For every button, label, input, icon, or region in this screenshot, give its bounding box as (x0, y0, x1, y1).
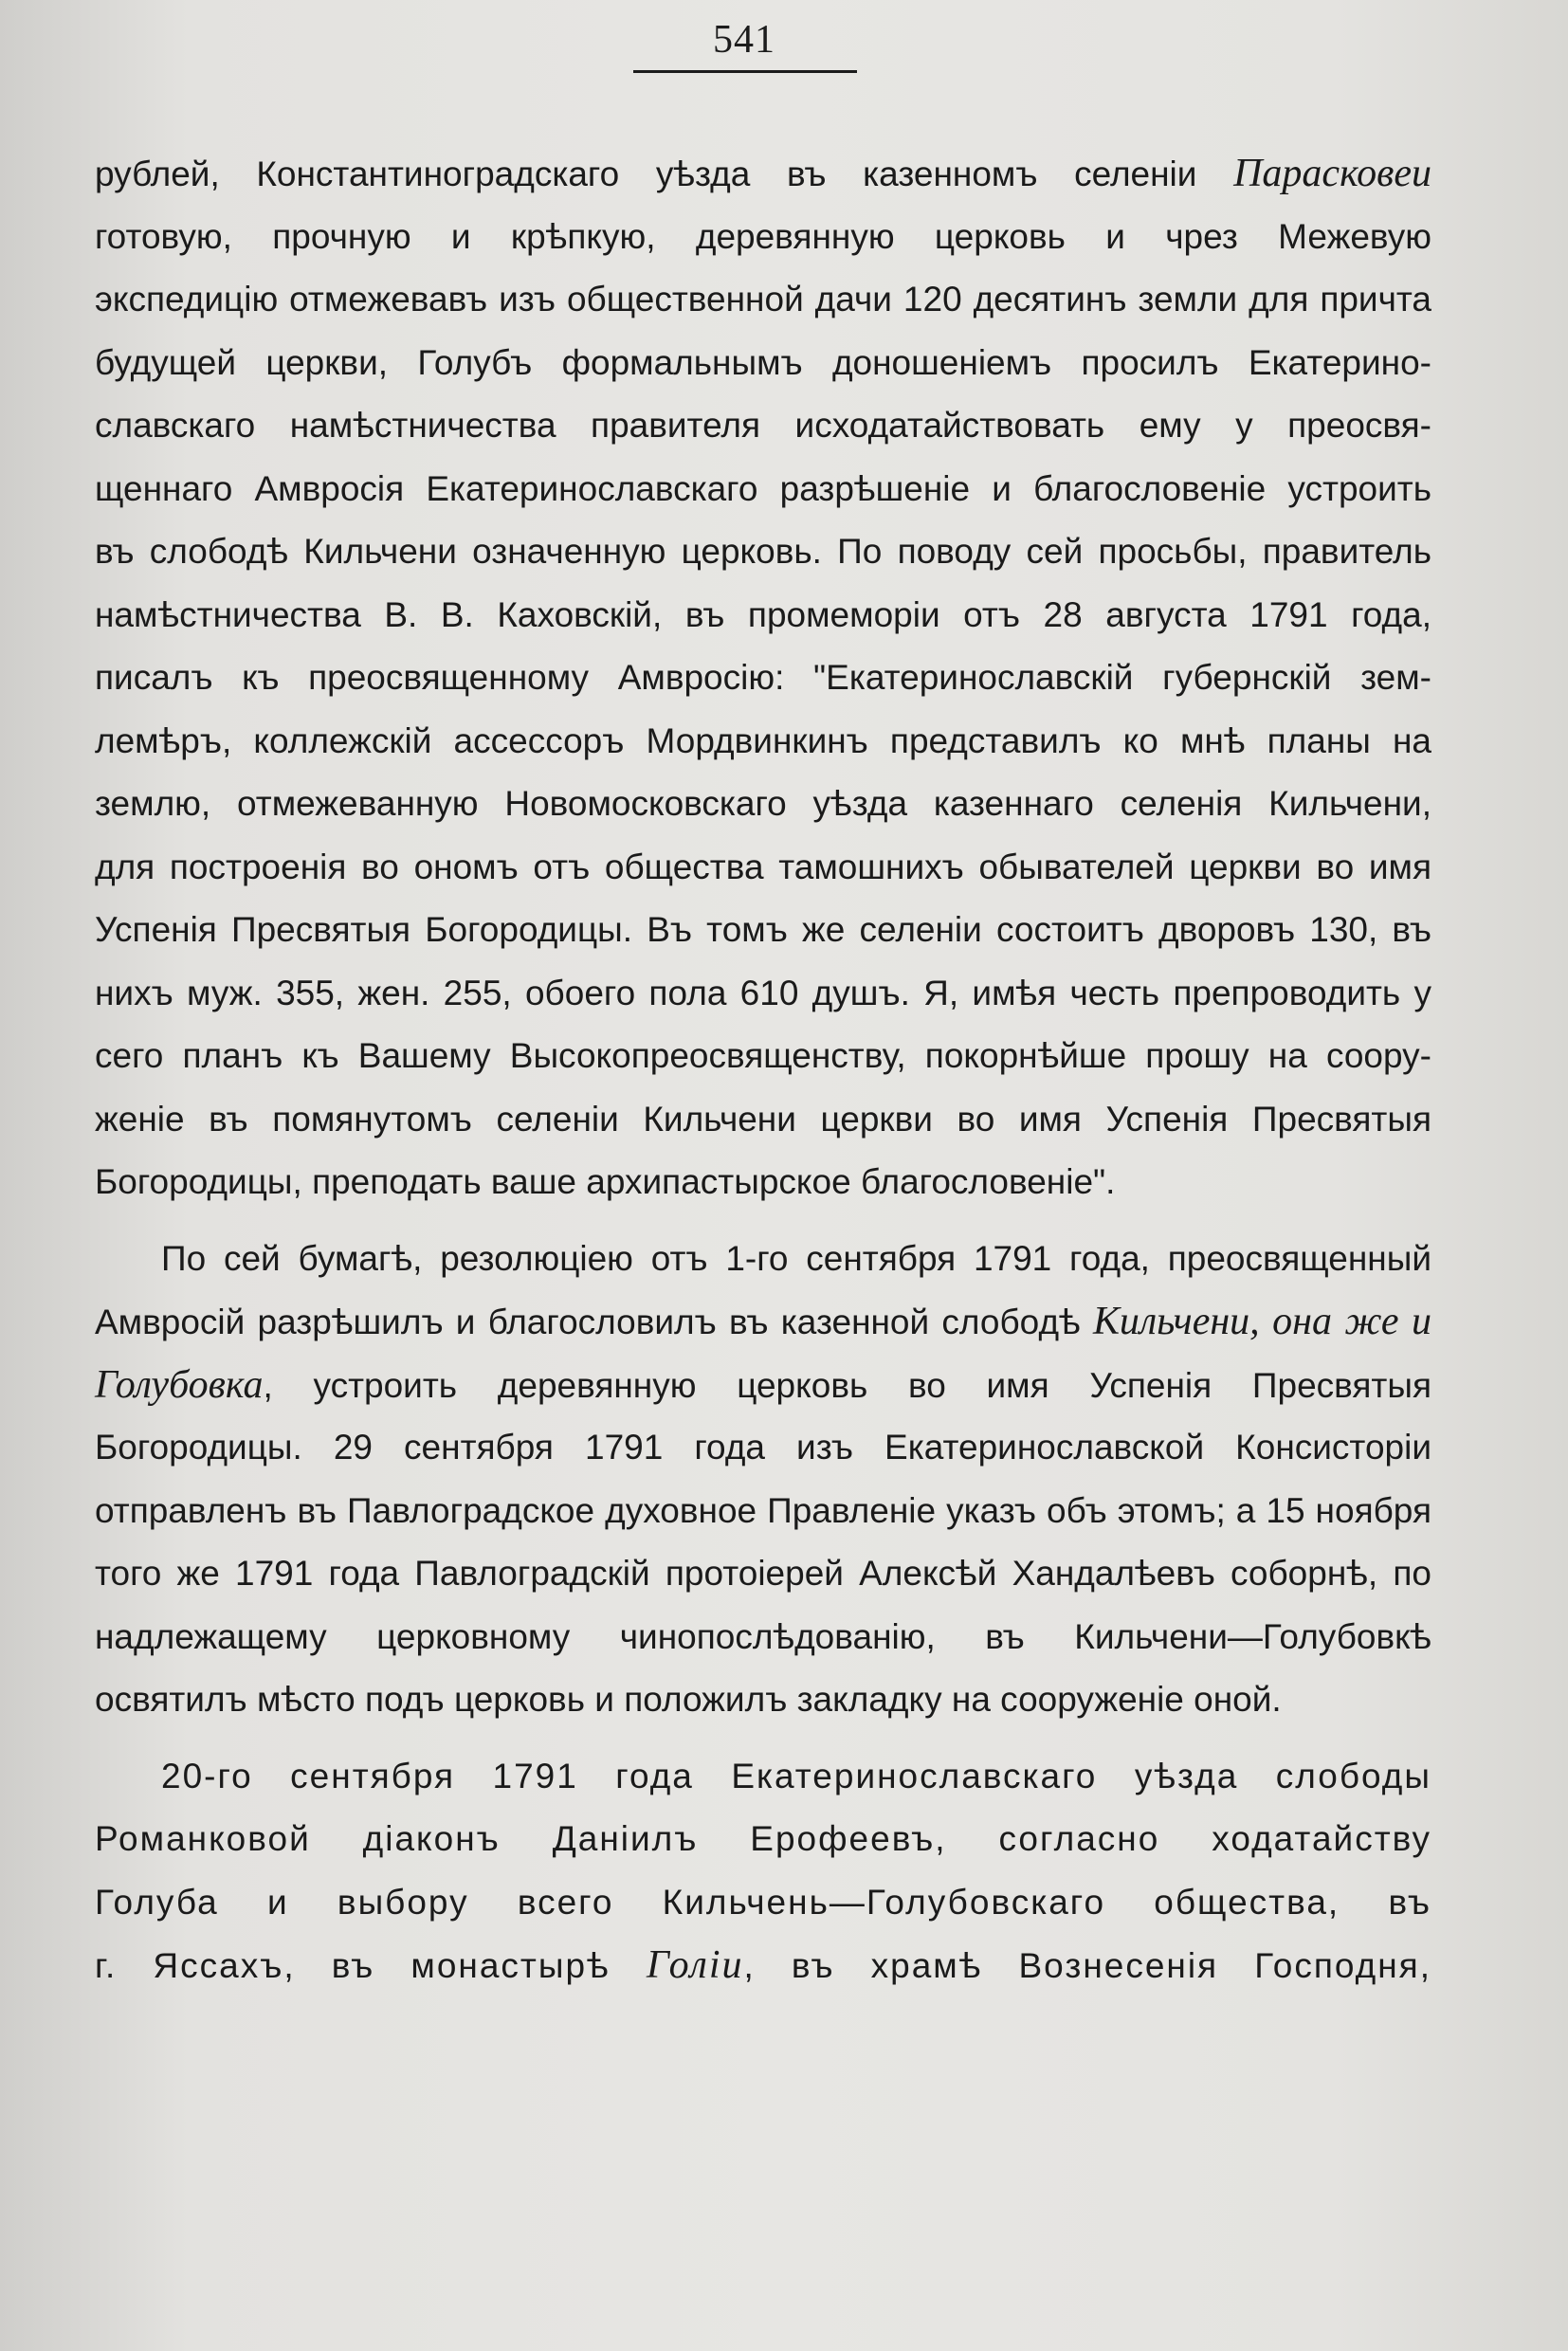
text-run: для построенія во ономъ отъ общества тамошнихъ обывателей церкви во имя (95, 847, 1431, 886)
text-run: писалъ къ преосвященному Амвросію: "Екатеринославскій губернскій зем- (95, 658, 1431, 697)
text-line (95, 1151, 1431, 1214)
text-run: землю, отмежеванную Новомосковскаго уѣзда казеннаго селенія Кильчени, (95, 784, 1431, 823)
text-line (95, 1480, 1431, 1543)
text-line (95, 962, 1431, 1026)
header-rule (633, 70, 857, 73)
italic-place-name: Голіи (646, 1943, 744, 1987)
text-run: щеннаго Амвросія Екатеринославскаго разрѣшеніе и благословеніе устроить (95, 468, 1431, 508)
text-run: отправленъ въ Павлоградское духовное Правленіе указъ объ этомъ; а 15 ноября (95, 1490, 1431, 1530)
text-run: экспедицію отмежевавъ изъ общественной дачи 120 десятинъ земли для причта (95, 280, 1431, 319)
text-line (95, 1228, 1431, 1291)
text-line (95, 1416, 1431, 1480)
text-line (95, 1606, 1431, 1669)
text-line (95, 142, 1431, 206)
text-run: будущей церкви, Голубъ формальнымъ доношеніемъ просилъ Екатерино- (95, 342, 1431, 382)
text-run: въ слободѣ Кильчени означенную церковь. По поводу сей просьбы, правитель (95, 532, 1431, 571)
text-run: нихъ муж. 355, жен. 255, обоего пола 610 душъ. Я, имѣя честь препроводить у (95, 973, 1431, 1012)
text-line (95, 1745, 1431, 1809)
text-run: Амвросій разрѣшилъ и благословилъ въ казенной слободѣ (95, 1303, 1093, 1341)
text-line (95, 394, 1431, 458)
text-run: того же 1791 года Павлоградскій протоіерей Алексѣй Хандалѣевъ соборнѣ, по (95, 1554, 1431, 1593)
text-run: лемѣръ, коллежскій ассессоръ Мордвинкинъ представилъ ко мнѣ планы на (95, 720, 1431, 760)
text-line (95, 1025, 1431, 1088)
text-run: По сей бумагѣ, резолюціею отъ 1-го сентября 1791 года, преосвященный (161, 1238, 1431, 1278)
text-run: женіе въ помянутомъ селеніи Кильчени церкви во имя Успенія Пресвятыя (95, 1099, 1431, 1139)
text-run: намѣстничества В. В. Каховскій, въ промеморіи отъ 28 августа 1791 года, (95, 594, 1431, 634)
italic-place-name: Кильчени, она же и (1092, 1300, 1432, 1343)
text-line (95, 899, 1431, 962)
text-run: Успенія Пресвятыя Богородицы. Въ томъ же селеніи состоитъ дворовъ 130, въ (95, 910, 1431, 949)
page-number: 541 (713, 18, 775, 62)
text-line (95, 1871, 1431, 1935)
text-line (95, 1290, 1431, 1354)
paragraph-gap (95, 1214, 1431, 1228)
text-line (95, 1354, 1431, 1417)
text-run: Богородицы. 29 сентября 1791 года изъ Екатеринославской Консисторіи (95, 1428, 1431, 1467)
text-run: Романковой діаконъ Даніилъ Ерофеевъ, согласно ходатайству (95, 1819, 1431, 1858)
text-line (95, 584, 1431, 647)
text-line (95, 206, 1431, 269)
text-line (95, 458, 1431, 521)
text-run: сего планъ къ Вашему Высокопреосвященству, покорнѣйше прошу на соору- (95, 1036, 1431, 1075)
italic-place-name: Голубовка (95, 1362, 264, 1407)
text-run: 20-го сентября 1791 года Екатеринославскаго уѣзда слободы (161, 1756, 1431, 1795)
text-line (95, 1542, 1431, 1606)
text-line (95, 1808, 1431, 1871)
text-line (95, 647, 1431, 710)
text-line (95, 836, 1431, 900)
italic-place-name: Парасковеи (1233, 152, 1431, 195)
text-line (95, 1934, 1431, 1997)
text-line (95, 268, 1431, 332)
text-run: славскаго намѣстничества правителя исходатайствовать ему у преосвя- (95, 406, 1431, 445)
text-run: г. Яссахъ, въ монастырѣ (95, 1946, 647, 1985)
text-line (95, 332, 1431, 395)
text-run: рублей, Константиноградскаго уѣзда въ казенномъ селеніи (95, 155, 1234, 193)
text-run: Богородицы, преподать ваше архипастырское благословеніе". (95, 1162, 1116, 1201)
text-run: готовую, прочную и крѣпкую, деревянную церковь и чрез Межевую (95, 216, 1431, 256)
text-run: , устроить деревянную церковь во имя Успенія Пресвятыя (263, 1365, 1431, 1405)
text-line (95, 520, 1431, 584)
text-run: надлежащему церковному чинопослѣдованію, въ Кильчени—Голубовкѣ (95, 1616, 1431, 1656)
text-line (95, 1088, 1431, 1152)
body-text (95, 142, 1431, 1997)
paragraph-gap (95, 1732, 1431, 1745)
text-line (95, 1668, 1431, 1732)
text-run: Голуба и выбору всего Кильчень—Голубовскаго общества, въ (95, 1882, 1431, 1922)
text-run: освятилъ мѣсто подъ церковь и положилъ закладку на сооруженіе оной. (95, 1680, 1282, 1719)
text-run: , въ храмѣ Вознесенія Господня, (743, 1946, 1431, 1985)
text-line (95, 773, 1431, 836)
text-line (95, 710, 1431, 774)
